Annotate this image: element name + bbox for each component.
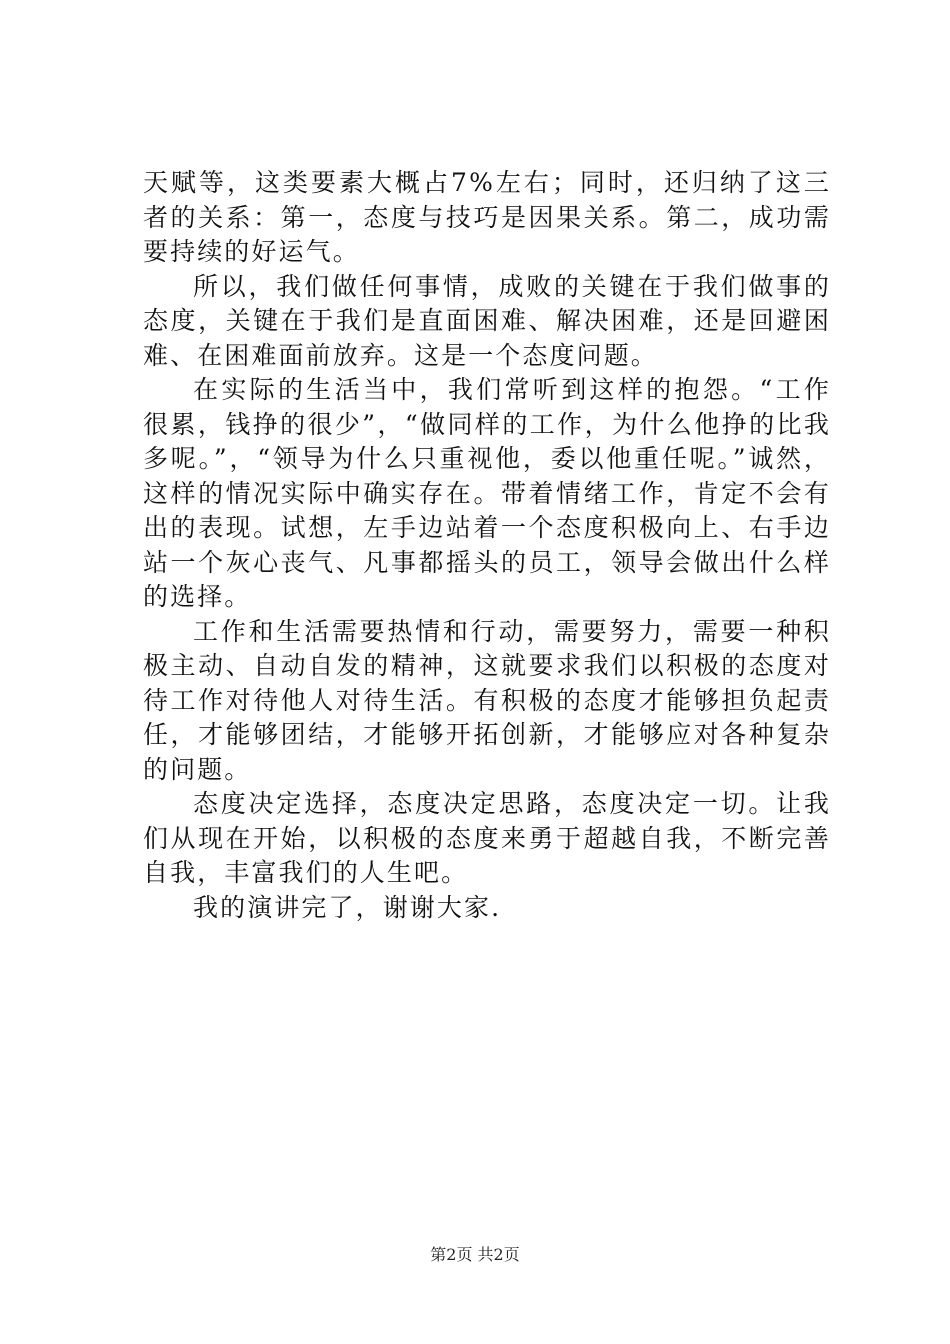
- page-number: 第2页: [430, 1245, 473, 1264]
- document-body: [143, 166, 831, 925]
- paragraph-attitude-decides: 态度决定选择，态度决定思路，态度决定一切。让我们从现在开始，以积极的态度来勇于超越自我，不断完善自我，丰富我们的人生吧。: [143, 789, 831, 887]
- page-total: 共2页: [477, 1245, 520, 1264]
- paragraph-continuation: 天赋等，这类要素大概占7%左右；同时，还归纳了这三者的关系：第一，态度与技巧是因果关系。第二，成功需要持续的好运气。: [143, 168, 831, 266]
- page-footer: [0, 1245, 950, 1265]
- paragraph-real-life: 在实际的生活当中，我们常听到这样的抱怨。“工作很累，钱挣的很少”，“做同样的工作，为什么他挣的比我多呢。”，“领导为什么只重视他，委以他重任呢。”诚然，这样的情况实际中确实存在。带着情绪工作，肯定不会有出的表现。试想，左手边站着一个态度积极向上、右手边站一个灰心丧气、凡事都摇头的员工，领导会做出什么样的选择。: [143, 375, 831, 611]
- paragraph-attitude-key: 所以，我们做任何事情，成败的关键在于我们做事的态度，关键在于我们是直面困难、解决困难，还是回避困难、在困难面前放弃。这是一个态度问题。: [143, 271, 831, 370]
- paragraph-closing: 我的演讲完了，谢谢大家.: [193, 892, 502, 922]
- paragraph-work-life: 工作和生活需要热情和行动，需要努力，需要一种积极主动、自动自发的精神，这就要求我们以积极的态度对待工作对待他人对待生活。有积极的态度才能够担负起责任，才能够团结，才能够开拓创新，才能够应对各种复杂的问题。: [143, 616, 831, 784]
